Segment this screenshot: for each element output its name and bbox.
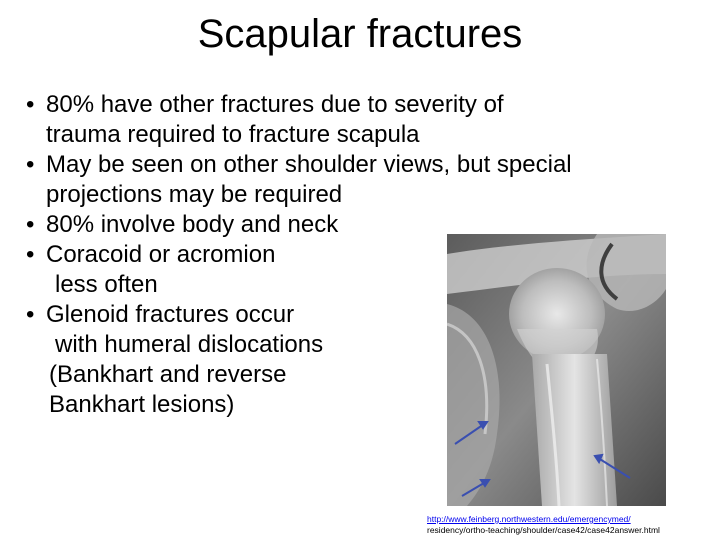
bullet-marker: • — [26, 301, 35, 328]
shoulder-xray-image — [447, 234, 666, 506]
slide-title: Scapular fractures — [197, 12, 523, 56]
source-citation — [427, 514, 660, 536]
bullet-marker: • — [26, 91, 35, 118]
source-link[interactable]: http://www.feinberg.northwestern.edu/emergencymed/ — [427, 514, 631, 524]
bullet-text-line: trauma required to fracture scapula — [46, 121, 420, 148]
bullet-marker: • — [26, 151, 35, 178]
bullet-text-line: Glenoid fractures occur — [46, 301, 295, 328]
bullet-marker: • — [26, 211, 35, 238]
bullet-text-line: with humeral dislocations — [55, 331, 324, 358]
bullet-text-line: 80% involve body and neck — [46, 211, 339, 238]
bullet-text-line: projections may be required — [46, 181, 343, 208]
bullet-item — [26, 90, 706, 150]
xray-drawing — [447, 234, 666, 506]
bullet-text-line: 80% have other fractures due to severity of — [46, 91, 504, 118]
bullet-text-line: less often — [55, 271, 158, 298]
bullet-item — [26, 150, 706, 210]
bullet-text-line: Coracoid or acromion — [46, 241, 276, 268]
bullet-text-line: Bankhart lesions) — [49, 391, 235, 418]
bullet-text-line: May be seen on other shoulder views, but special — [46, 151, 572, 178]
bullet-text-line: (Bankhart and reverse — [49, 361, 287, 388]
source-link-continuation: residency/ortho-teaching/shoulder/case42/case42answer.html — [427, 525, 660, 535]
bullet-marker: • — [26, 241, 35, 268]
